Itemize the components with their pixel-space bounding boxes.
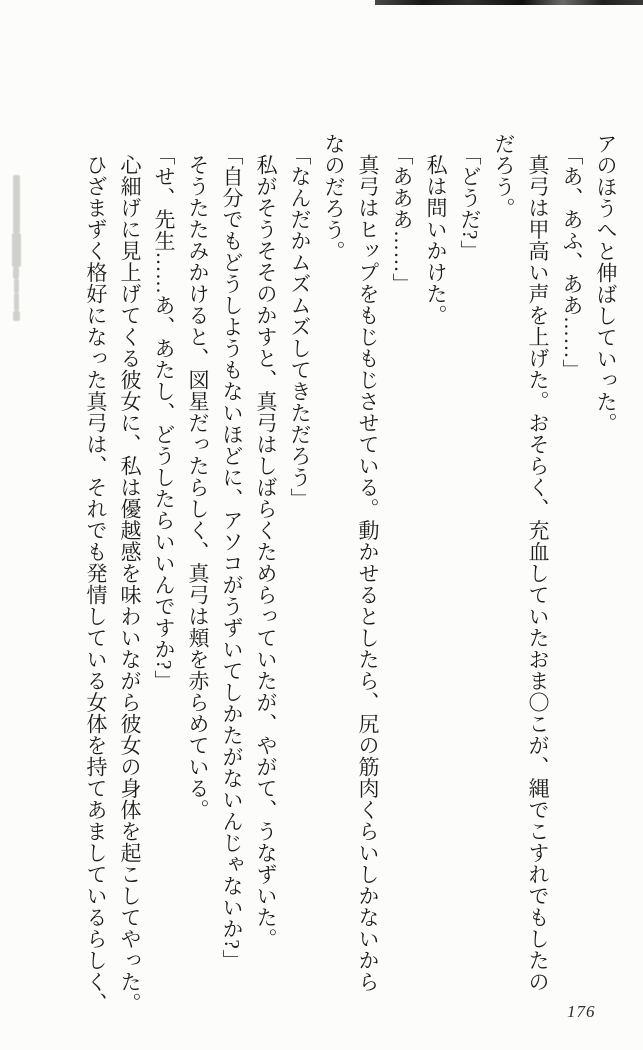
bleed-mark bbox=[13, 267, 19, 279]
text-line: 「どうだ?」 bbox=[458, 143, 482, 261]
bleed-mark bbox=[13, 175, 20, 233]
text-line: 私がそうそそのかすと、真弓はしばらくためらっていたが、やがて、うなずいた。 bbox=[254, 154, 278, 950]
bleed-through-marks bbox=[8, 175, 24, 695]
text-line: 「なんだかムズムズしてきただろう」 bbox=[288, 143, 312, 509]
bleed-mark bbox=[14, 279, 19, 293]
text-line: なのだろう。 bbox=[322, 133, 346, 262]
text-line: ひざまずく格好になった真弓は、それでも発情している女体を持てあましているらしく、 bbox=[84, 154, 108, 1014]
text-line: 「あああ……」 bbox=[390, 143, 414, 294]
text-line: 「自分でもどうしようもないほどに、アソコがうずいてしかたがないんじゃないか?」 bbox=[220, 143, 244, 971]
bleed-mark bbox=[14, 293, 19, 311]
text-line: アのほうへと伸ばしていった。 bbox=[594, 133, 618, 434]
body-text bbox=[79, 133, 623, 1013]
bleed-mark bbox=[12, 233, 21, 267]
text-line: 私は問いかけた。 bbox=[424, 154, 448, 326]
bleed-mark bbox=[13, 311, 20, 321]
page-number: 176 bbox=[567, 1002, 596, 1021]
text-line: 心細げに見上げてくる彼女に、私は優越感を味わいながら彼女の身体を起こしてやった。 bbox=[118, 154, 142, 1014]
text-line: だろう。 bbox=[492, 133, 516, 219]
text-line: 真弓はヒップをもじもじさせている。動かせるとしたら、尻の筋肉くらいしかないから bbox=[356, 154, 380, 993]
text-line: そうたたみかけると、図星だったらしく、真弓は頬を赤らめている。 bbox=[186, 154, 210, 821]
scan-artifact-top-edge bbox=[375, 0, 643, 5]
text-line: 真弓は甲高い声を上げた。おそらく、充血していたおま〇こが、縄でこすれでもしたの bbox=[526, 154, 550, 993]
text-line: 「せ、先生……あ、あたし、どうしたらいいんですか?」 bbox=[152, 143, 176, 691]
text-line: 「あ、あふ、ああ……」 bbox=[560, 143, 584, 380]
